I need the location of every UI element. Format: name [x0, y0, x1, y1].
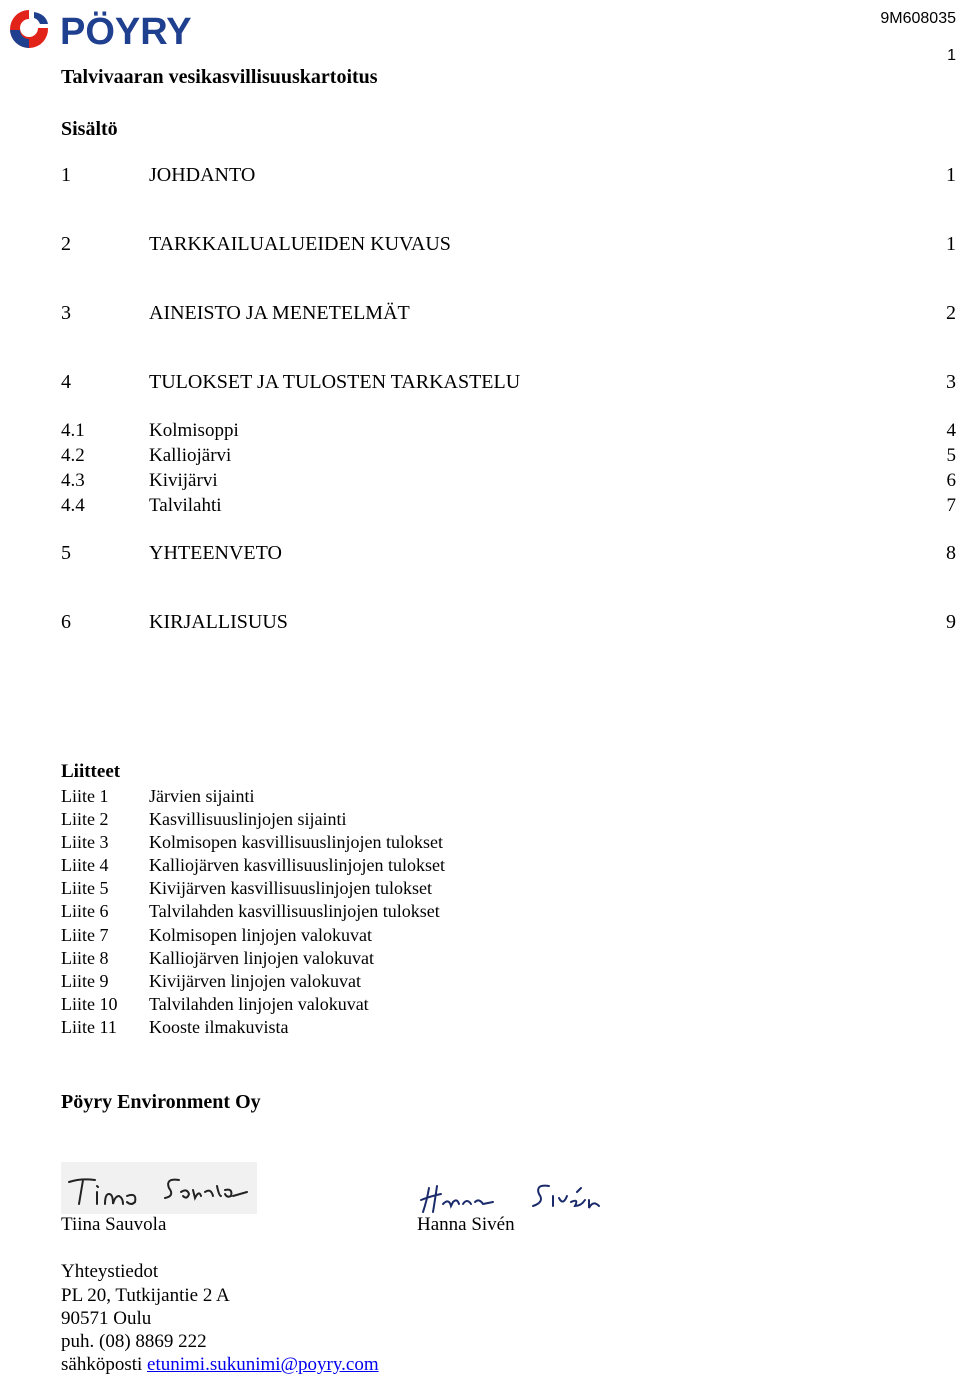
contact-address-line: PL 20, Tutkijantie 2 A [61, 1285, 230, 1306]
email-label: sähköposti [61, 1354, 148, 1375]
toc-page: 5 [946, 445, 956, 466]
toc-page: 9 [946, 611, 956, 633]
appendix-number: Liite 6 [61, 901, 109, 921]
toc-number: 3 [61, 302, 71, 324]
appendix-item [0, 971, 960, 994]
toc-number: 4.3 [61, 470, 85, 491]
toc-label: Kivijärvi [149, 470, 218, 491]
appendix-item [0, 832, 960, 855]
logo-text: PÖYRY [60, 11, 192, 53]
signature-drawing [417, 1176, 603, 1218]
appendix-number: Liite 7 [61, 925, 109, 945]
company-name: Pöyry Environment Oy [61, 1091, 261, 1113]
appendix-number: Liite 11 [61, 1017, 117, 1037]
appendix-item [0, 925, 960, 948]
appendix-item [0, 901, 960, 924]
toc-entry [0, 164, 960, 190]
toc-label: TARKKAILUALUEIDEN KUVAUS [149, 233, 451, 255]
toc-number: 4.1 [61, 420, 85, 441]
toc-subentry [0, 495, 960, 521]
toc-label: Kolmisoppi [149, 420, 239, 441]
appendix-item [0, 855, 960, 878]
toc-page: 2 [946, 302, 956, 324]
appendix-label: Kivijärven linjojen valokuvat [149, 971, 361, 991]
appendix-number: Liite 8 [61, 948, 109, 968]
appendix-number: Liite 1 [61, 786, 109, 806]
signatory-name: Hanna Sivén [417, 1214, 515, 1235]
appendix-item [0, 809, 960, 832]
appendix-label: Kolmisopen linjojen valokuvat [149, 925, 372, 945]
toc-number: 4 [61, 371, 71, 393]
appendix-label: Talvilahden linjojen valokuvat [149, 994, 369, 1014]
document-title: Talvivaaran vesikasvillisuuskartoitus [61, 66, 378, 88]
toc-page: 7 [946, 495, 956, 516]
toc-label: Talvilahti [149, 495, 222, 516]
signature-tiina-sauvola [61, 1162, 257, 1214]
toc-label: Kalliojärvi [149, 445, 232, 466]
toc-number: 2 [61, 233, 71, 255]
toc-entry [0, 233, 960, 259]
toc-subentry [0, 470, 960, 496]
poyry-logo-graphic [4, 4, 244, 54]
toc-page: 1 [946, 164, 956, 186]
toc-number: 5 [61, 542, 71, 564]
contact-heading: Yhteystiedot [61, 1261, 159, 1282]
toc-number: 6 [61, 611, 71, 633]
toc-label: YHTEENVETO [149, 542, 282, 564]
appendices-heading: Liitteet [61, 761, 121, 782]
appendix-label: Kalliojärven linjojen valokuvat [149, 948, 374, 968]
toc-page: 3 [946, 371, 956, 393]
toc-entry [0, 542, 960, 568]
toc-subentry [0, 445, 960, 471]
toc-number: 4.4 [61, 495, 85, 516]
toc-label: TULOKSET JA TULOSTEN TARKASTELU [149, 371, 521, 393]
appendix-label: Kivijärven kasvillisuuslinjojen tulokset [149, 878, 432, 898]
contact-phone: puh. (08) 8869 222 [61, 1331, 207, 1352]
toc-page: 6 [946, 470, 956, 491]
toc-label: KIRJALLISUUS [149, 611, 288, 633]
appendix-number: Liite 2 [61, 809, 109, 829]
appendix-label: Kolmisopen kasvillisuuslinjojen tulokset [149, 832, 443, 852]
toc-label: JOHDANTO [149, 164, 256, 186]
appendix-item [0, 948, 960, 971]
appendix-number: Liite 5 [61, 878, 109, 898]
toc-page: 1 [946, 233, 956, 255]
appendix-label: Kooste ilmakuvista [149, 1017, 289, 1037]
toc-subentry [0, 420, 960, 446]
signature-drawing [61, 1162, 257, 1214]
contact-email-line [61, 1354, 379, 1376]
appendix-number: Liite 4 [61, 855, 109, 875]
signature-hanna-siven [417, 1176, 603, 1218]
appendix-number: Liite 10 [61, 994, 118, 1014]
appendix-label: Järvien sijainti [149, 786, 255, 806]
appendix-item [0, 994, 960, 1017]
toc-label: AINEISTO JA MENETELMÄT [149, 302, 410, 324]
toc-number: 4.2 [61, 445, 85, 466]
toc-entry [0, 302, 960, 328]
page-number: 1 [947, 47, 956, 64]
appendix-label: Kalliojärven kasvillisuuslinjojen tulokset [149, 855, 445, 875]
email-link[interactable]: etunimi.sukunimi@poyry.com [147, 1354, 379, 1375]
toc-entry [0, 611, 960, 637]
appendix-item [0, 878, 960, 901]
toc-heading: Sisältö [61, 118, 118, 140]
toc-entry [0, 371, 960, 397]
poyry-logo [4, 4, 244, 54]
appendix-label: Kasvillisuuslinjojen sijainti [149, 809, 347, 829]
toc-number: 1 [61, 164, 71, 186]
appendix-number: Liite 3 [61, 832, 109, 852]
appendix-item [0, 786, 960, 809]
appendix-label: Talvilahden kasvillisuuslinjojen tulokset [149, 901, 440, 921]
contact-postal-line: 90571 Oulu [61, 1308, 152, 1329]
toc-page: 4 [946, 420, 956, 441]
document-id: 9M608035 [880, 10, 956, 27]
toc-page: 8 [946, 542, 956, 564]
appendix-number: Liite 9 [61, 971, 109, 991]
appendix-item [0, 1017, 960, 1040]
signatory-name: Tiina Sauvola [61, 1214, 167, 1235]
